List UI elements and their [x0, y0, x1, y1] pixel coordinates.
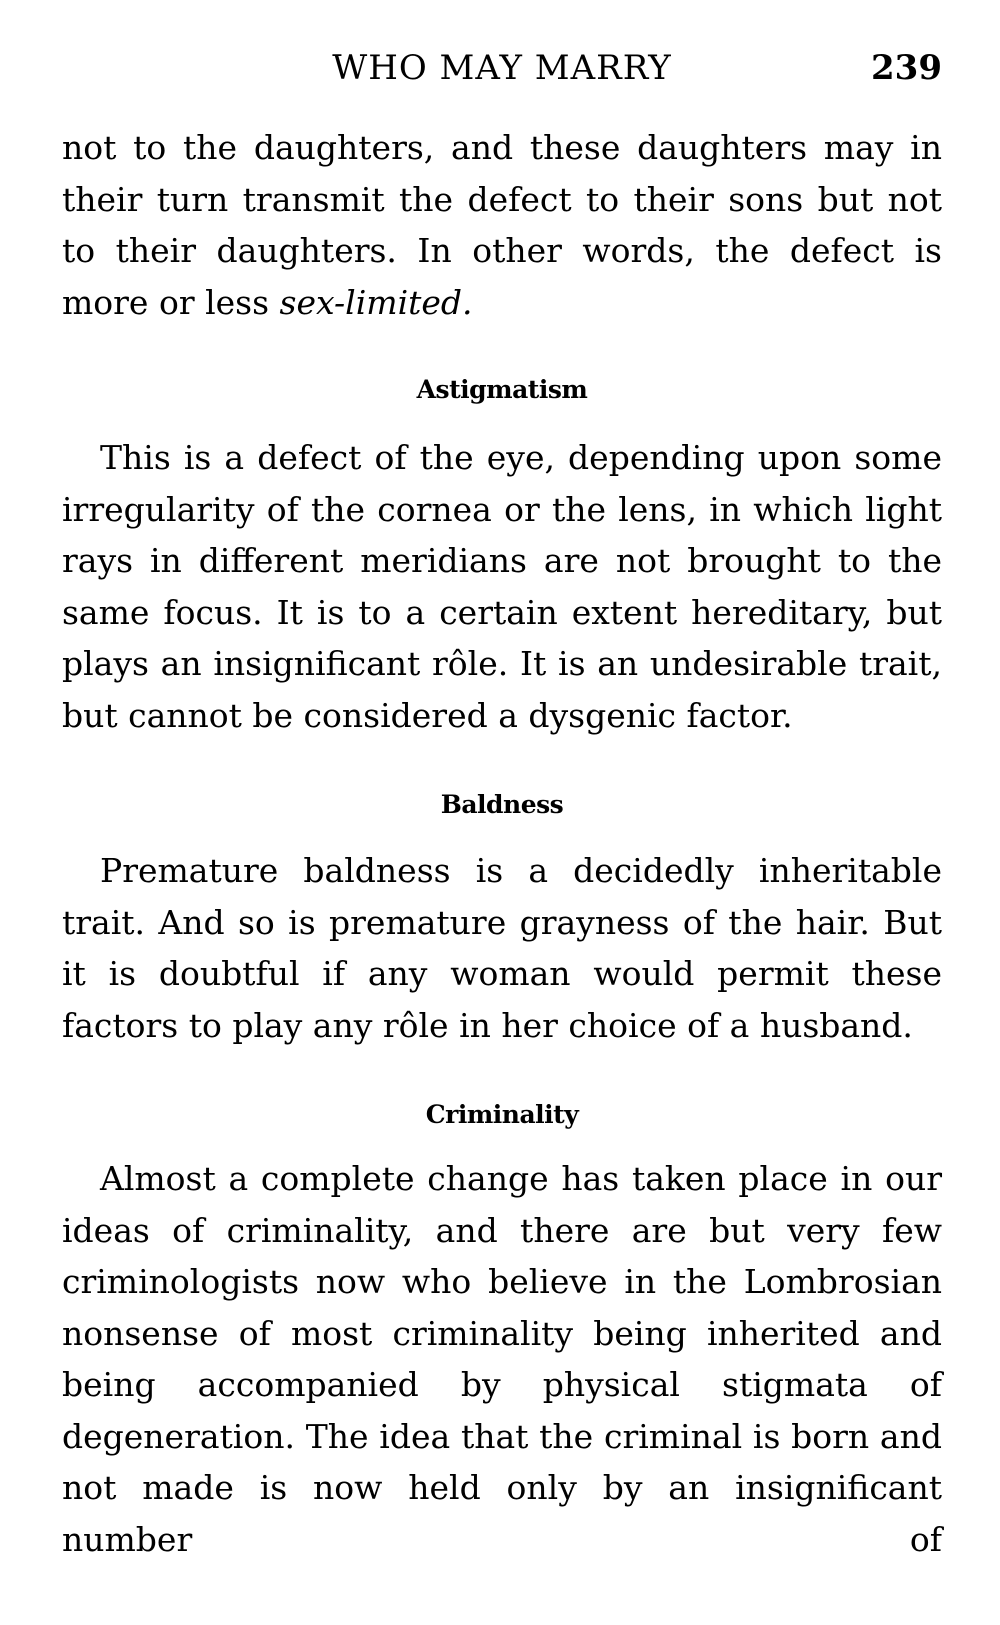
intro-text: not to the daughters, and these daughters may in their turn transmit the defect to their sons but not to their daughters. In other words, the defect is more or less — [62, 128, 942, 322]
running-title: WHO MAY MARRY — [332, 48, 672, 88]
running-head — [62, 46, 942, 90]
body-text — [62, 122, 942, 1565]
section-body-astigmatism: This is a defect of the eye, depending upon some irregularity of the cornea or the lens, in which light rays in different meridians are not brought to the same focus. It is to a certain extent hereditary, but plays an insignificant rôle. It is an undesirable trait, but cannot be considered a dysgenic factor. — [62, 438, 942, 735]
section-heading-criminality: Criminality — [425, 1100, 579, 1129]
section-body-criminality: Almost a complete change has taken place in our ideas of criminality, and there are but very few criminologists now who believe in the Lombrosian nonsense of most criminality being inherited and being accompanied by physical stigmata of degeneration. The idea that the criminal is born and not made is now held only by an insignificant number of — [62, 1159, 942, 1559]
intro-emphasis: sex-limited. — [279, 282, 473, 322]
page-number: 239 — [871, 48, 942, 88]
section-body-baldness: Premature baldness is a decidedly inheritable trait. And so is premature grayness of the hair. But it is doubtful if any woman would permit these factors to play any rôle in her choice of a husband. — [62, 851, 942, 1045]
section-heading-baldness: Baldness — [440, 790, 564, 819]
section-heading-astigmatism: Astigmatism — [416, 375, 588, 404]
intro-paragraph — [62, 122, 942, 328]
